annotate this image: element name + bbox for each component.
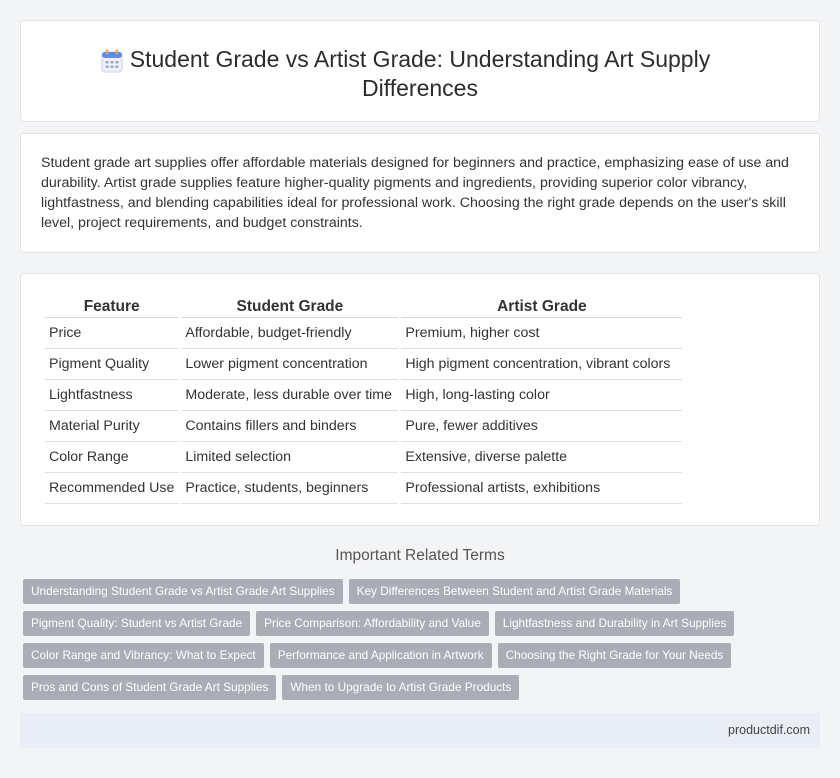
related-term-link[interactable]: Pros and Cons of Student Grade Art Supplies xyxy=(23,675,276,700)
title-wrap xyxy=(21,45,819,103)
student-cell: Lower pigment concentration xyxy=(181,349,398,380)
intro-card xyxy=(20,133,820,253)
artist-cell: High, long-lasting color xyxy=(401,380,682,411)
feature-cell: Pigment Quality xyxy=(45,349,178,380)
footer xyxy=(20,713,820,748)
feature-cell: Material Purity xyxy=(45,411,178,442)
feature-cell: Lightfastness xyxy=(45,380,178,411)
intro-paragraph: Student grade art supplies offer affordable materials designed for beginners and practice, emphasizing ease of use and durability. Artist grade supplies feature higher-quality pigments and ingredients, providing superior color vibrancy, lightfastness, and blending capabilities ideal for professional work. Choosing the right grade depends on the user's skill level, project requirements, and budget constraints. xyxy=(41,155,789,231)
related-term-link[interactable]: Performance and Application in Artwork xyxy=(270,643,492,668)
related-terms-heading: Important Related Terms xyxy=(335,547,505,564)
header-artist-grade: Artist Grade xyxy=(401,296,682,318)
artist-cell: Premium, higher cost xyxy=(401,318,682,349)
table-row xyxy=(45,411,682,442)
header-feature: Feature xyxy=(45,296,178,318)
title-card xyxy=(20,20,820,122)
table-row xyxy=(45,380,682,411)
footer-site-link[interactable]: productdif.com xyxy=(728,723,810,737)
related-term-link[interactable]: Price Comparison: Affordability and Value xyxy=(256,611,489,636)
feature-cell: Recommended Use xyxy=(45,473,178,504)
tag-row xyxy=(23,579,823,611)
feature-cell: Price xyxy=(45,318,178,349)
related-term-link[interactable]: Key Differences Between Student and Artist Grade Materials xyxy=(349,579,681,604)
artist-cell: Extensive, diverse palette xyxy=(401,442,682,473)
header-student-grade: Student Grade xyxy=(181,296,398,318)
comparison-card xyxy=(20,273,820,526)
artist-cell: Professional artists, exhibitions xyxy=(401,473,682,504)
related-term-link[interactable]: Pigment Quality: Student vs Artist Grade xyxy=(23,611,250,636)
related-term-link[interactable]: Lightfastness and Durability in Art Supplies xyxy=(495,611,735,636)
related-term-link[interactable]: Understanding Student Grade vs Artist Grade Art Supplies xyxy=(23,579,343,604)
student-cell: Limited selection xyxy=(181,442,398,473)
related-term-link[interactable]: When to Upgrade to Artist Grade Products xyxy=(282,675,519,700)
table-row xyxy=(45,473,682,504)
feature-cell: Color Range xyxy=(45,442,178,473)
table-header-row xyxy=(45,296,682,318)
student-cell: Contains fillers and binders xyxy=(181,411,398,442)
artist-cell: High pigment concentration, vibrant colors xyxy=(401,349,682,380)
student-cell: Practice, students, beginners xyxy=(181,473,398,504)
table-row xyxy=(45,318,682,349)
related-term-link[interactable]: Color Range and Vibrancy: What to Expect xyxy=(23,643,264,668)
student-cell: Moderate, less durable over time xyxy=(181,380,398,411)
calendar-icon xyxy=(101,49,123,73)
table-row xyxy=(45,349,682,380)
artist-cell: Pure, fewer additives xyxy=(401,411,682,442)
related-terms-list xyxy=(23,579,823,707)
tag-row xyxy=(23,643,823,675)
related-term-link[interactable]: Choosing the Right Grade for Your Needs xyxy=(498,643,732,668)
tag-row xyxy=(23,675,823,707)
table-row xyxy=(45,442,682,473)
tag-row xyxy=(23,611,823,643)
page-title: Student Grade vs Artist Grade: Understanding Art Supply Differences xyxy=(129,46,711,101)
comparison-table xyxy=(42,296,685,504)
student-cell: Affordable, budget-friendly xyxy=(181,318,398,349)
